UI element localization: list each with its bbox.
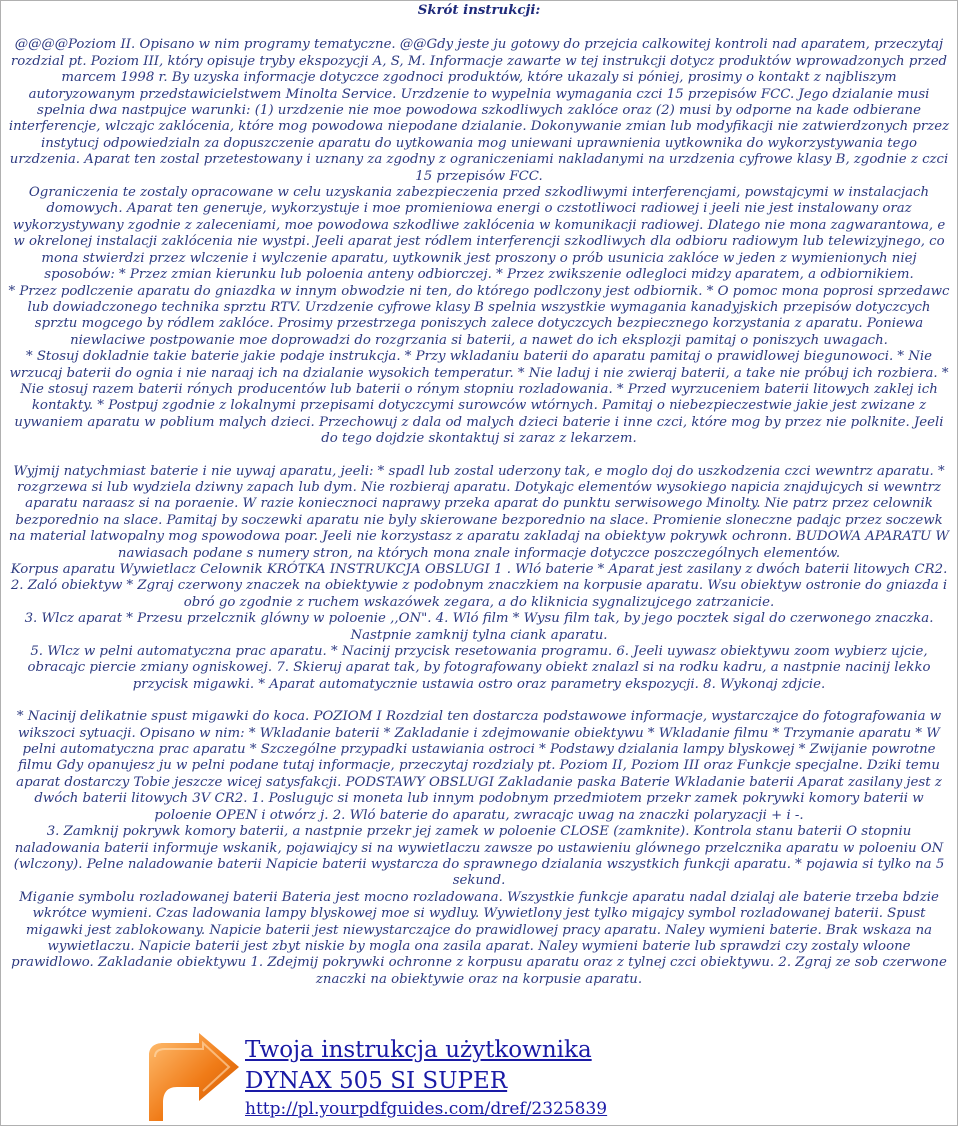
paragraph: 3. Zamknij pokrywk komory baterii, a nastpnie przekr jej zamek w poloenie CLOSE (zamknite). Kontrola stanu baterii O stopniu naladowania baterii informuje wskanik, pojawiajcy si na wywietlaczu zawsze po ustawieniu glównego przelcznika aparatu w poloeniu ON (wlczony). Pelne naladowanie baterii Napicie baterii wystarcza do sprawnego dzialania wszystkich funkcji aparatu. * pojawia si tylko na 5 sekund. — [13, 824, 945, 889]
paragraph: * Przez podlczenie aparatu do gniazdka w innym obwodzie ni ten, do którego podlczony jest odbiornik. * O pomoc mona poprosi sprzedawc lub dowiadczonego technika sprztu RTV. Urzdzenie cyfrowe klasy B spelnia wszystkie wymagania kanadyjskich przepisów dotyczcych sprztu mogcego by ródlem zaklóce. Prosimy przestrzega poniszych zalece dotyczcych bezpiecznego korzystania z aparatu. Poniewa niewlaciwe postpowanie moe doprowadzi do rozgrzania si baterii, a nawet do ich eksplozji pamitaj o poniszych uwagach. — [8, 283, 950, 348]
download-footer — [1, 1033, 957, 1125]
download-arrow-icon — [141, 1033, 241, 1123]
paragraph: @@@@Poziom II. Opisano w nim programy tematyczne. @@Gdy jeste ju gotowy do przejcia calkowitej kontroli nad aparatem, przeczytaj rozdzial pt. Poziom III, który opisuje tryby ekspozycji A, S, M. Informacje zawarte w tej instrukcji dotycz produktów wprowadzonych przed marcem 1998 r. By uzyska informacje dotyczce zgodnoci produktów, które ukazaly si póniej, prosimy o kontakt z najbliszym autoryzowanym przedstawicielstwem Minolta Service. Urzdzenie to wypelnia wymagania czci 15 przepisów FCC. Jego dzialanie musi spelnia dwa nastpujce warunki: (1) urzdzenie nie moe powodowa szkodliwych zaklóce oraz (2) musi by odporne na kade odbierane interferencje, wlczajc zaklócenia, które mog powodowa niepodane dzialanie. Dokonywanie zmian lub modyfikacji nie zatwierdzonych przez instytucj odpowiedzialn za dopuszczenie aparatu do uytkowania mog uniewani uprawnienia uytkownika do wykorzystywania tego urzdzenia. Aparat ten zostal przetestowany i uznany za zgodny z ograniczeniami nakladanymi na urzdzenia cyfrowe klasy B, zgodnie z czci 15 przepisów FCC. — [8, 37, 950, 184]
model-link[interactable]: DYNAX 505 SI SUPER — [245, 1068, 508, 1094]
manual-title-link[interactable]: Twoja instrukcja użytkownika — [245, 1037, 592, 1063]
paragraph: Korpus aparatu Wywietlacz Celownik KRÓTKA INSTRUKCJA OBSLUGI 1 . Wló baterie * Aparat jest zasilany z dwóch baterii litowych CR2. 2. Zaló obiektyw * Zgraj czerwony znaczek na obiektywie z podobnym znaczkiem na korpusie aparatu. Wsu obiektyw ostronie do gniazda i obró go zgodnie z ruchem wskazówek zegara, a do kliknicia sygnalizujcego zatrzanicie. — [10, 562, 948, 610]
paragraph: Miganie symbolu rozladowanej baterii Bateria jest mocno rozladowana. Wszystkie funkcje aparatu nadal dzialaj ale baterie trzeba bdzie wkrótce wymieni. Czas ladowania lampy blyskowej moe si wydluy. Wywietlony jest tylko migajcy symbol rozladowanej baterii. Spust migawki jest zablokowany. Napicie baterii jest niewystarczajce do prawidlowej pracy aparatu. Naley wymieni baterie. Brak wskaza na wywietlaczu. Napicie baterii jest zbyt niskie by mogla ona zasila aparat. Naley wymieni baterie lub sprawdzi czy zostaly wloone prawidlowo. Zakladanie obiektywu 1. Zdejmij pokrywki ochronne z korpusu aparatu oraz z tylnej czci obiektywu. 2. Zgraj ze sob czerwone znaczki na obiektywie oraz na korpusie aparatu. — [11, 889, 947, 987]
paragraph: * Stosuj dokladnie takie baterie jakie podaje instrukcja. * Przy wkladaniu baterii do aparatu pamitaj o prawidlowej biegunowoci. * Nie wrzucaj baterii do ognia i nie naraaj ich na dzialanie wysokich temperatur. * Nie laduj i nie zwieraj baterii, a take nie próbuj ich rozbiera. * Nie stosuj razem baterii rónych producentów lub baterii o rónym stopniu rozladowania. * Przed wyrzuceniem baterii litowych zaklej ich kontakty. * Postpuj zgodnie z lokalnymi przepisami dotyczcymi surowców wtórnych. Pamitaj o niebezpieczestwie jakie jest zwizane z uywaniem aparatu w poblium malych dzieci. Przechowuj z dala od malych dzieci baterie i inne czci, które mog by przez nie polknite. Jeeli do tego dojdzie skontaktuj si zaraz z lekarzem. — [9, 349, 949, 447]
manual-url-link[interactable]: http://pl.yourpdfguides.com/dref/2325839 — [245, 1099, 608, 1119]
document-body — [1, 1, 957, 988]
paragraph: 3. Wlcz aparat * Przesu przelcznik glówny w poloenie ,,ON". 4. Wló film * Wysu film tak, by jego pocztek sigal do czerwonego znaczka. Nastpnie zamknij tylna ciank aparatu. — [24, 611, 934, 643]
document-title: Skrót instrukcji: — [417, 3, 541, 18]
paragraph: Wyjmij natychmiast baterie i nie uywaj aparatu, jeeli: * spadl lub zostal uderzony tak, e moglo doj do uszkodzenia czci wewntrz aparatu. * rozgrzewa si lub wydziela dziwny zapach lub dym. Nie rozbieraj aparatu. Dotykajc elementów wysokiego napicia znajdujcych si wewntrz aparatu naraasz si na poraenie. W razie koniecznoci naprawy przeka aparat do punktu serwisowego Minolty. Nie patrz przez celownik bezporednio na slace. Pamitaj by soczewki aparatu nie byly skierowane bezporednio na slace. Promienie sloneczne padajc przez soczewk na material latwopalny mog spowodowa poar. Jeeli nie korzystasz z aparatu zakladaj na obiektyw pokrywk ochronn. BUDOWA APARATU W nawiasach podane s numery stron, na których mona znale informacje dotyczce poszczególnych elementów. — [8, 463, 950, 561]
paragraph: 5. Wlcz w pelni automatyczna prac aparatu. * Nacinij przycisk resetowania programu. 6. Jeeli uywasz obiektywu zoom wybierz ujcie, obracajc piercie zmiany ogniskowej. 7. Skieruj aparat tak, by fotografowany obiekt znalazl si na rodku kadru, a nastpnie nacinij lekko przycisk migawki. * Aparat automatycznie ustawia ostro oraz parametry ekspozycji. 8. Wykonaj zdjcie. — [27, 644, 931, 692]
paragraph: Ograniczenia te zostaly opracowane w celu uzyskania zabezpieczenia przed szkodliwymi interferencjami, powstajcymi w instalacjach domowych. Aparat ten generuje, wykorzystuje i moe promieniowa energi o czstotliwoci radiowej i jeeli nie jest instalowany oraz wykorzystywany zgodnie z zaleceniami, moe powodowa szkodliwe zaklócenia w komunikacji radiowej. Dlatego nie mona zagwarantowa, e w okrelonej instalacji zaklócenia nie wystpi. Jeeli aparat jest ródlem interferencji szkodliwych dla odbioru radiowym lub telewizyjnego, co mona stwierdzi przez wlczenie i wylczenie aparatu, uytkownik jest proszony o prób usunicia zaklóce w jeden z wymienionych niej sposobów: * Przez zmian kierunku lub poloenia anteny odbiorczej. * Przez zwikszenie odlegloci midzy aparatem, a odbiornikiem. — [12, 185, 946, 283]
paragraph: * Nacinij delikatnie spust migawki do koca. POZIOM I Rozdzial ten dostarcza podstawowe informacje, wystarczajce do fotografowania w wikszoci sytuacji. Opisano w nim: * Wkladanie baterii * Zakladanie i zdejmowanie obiektywu * Wkladanie filmu * Trzymanie aparatu * W pelni automatyczna prac aparatu * Szczególne przypadki ustawiania ostroci * Podstawy dzialania lampy blyskowej * Zwijanie powrotne filmu Gdy opanujesz ju w pelni podane tutaj informacje, przeczytaj rozdzialy pt. Poziom II, Poziom III oraz Funkcje specjalne. Dziki temu aparat dostarczy Tobie jeszcze wicej satysfakcji. PODSTAWY OBSLUGI Zakladanie paska Baterie Wkladanie baterii Aparat zasilany jest z dwóch baterii litowych 3V CR2. 1. Poslugujc si moneta lub innym podobnym przedmiotem przekr zamek pokrywki komory baterii w poloenie OPEN i otwórz j. 2. Wló baterie do aparatu, zwracajc uwag na znaczki polaryzacji + i -. — [16, 709, 942, 823]
